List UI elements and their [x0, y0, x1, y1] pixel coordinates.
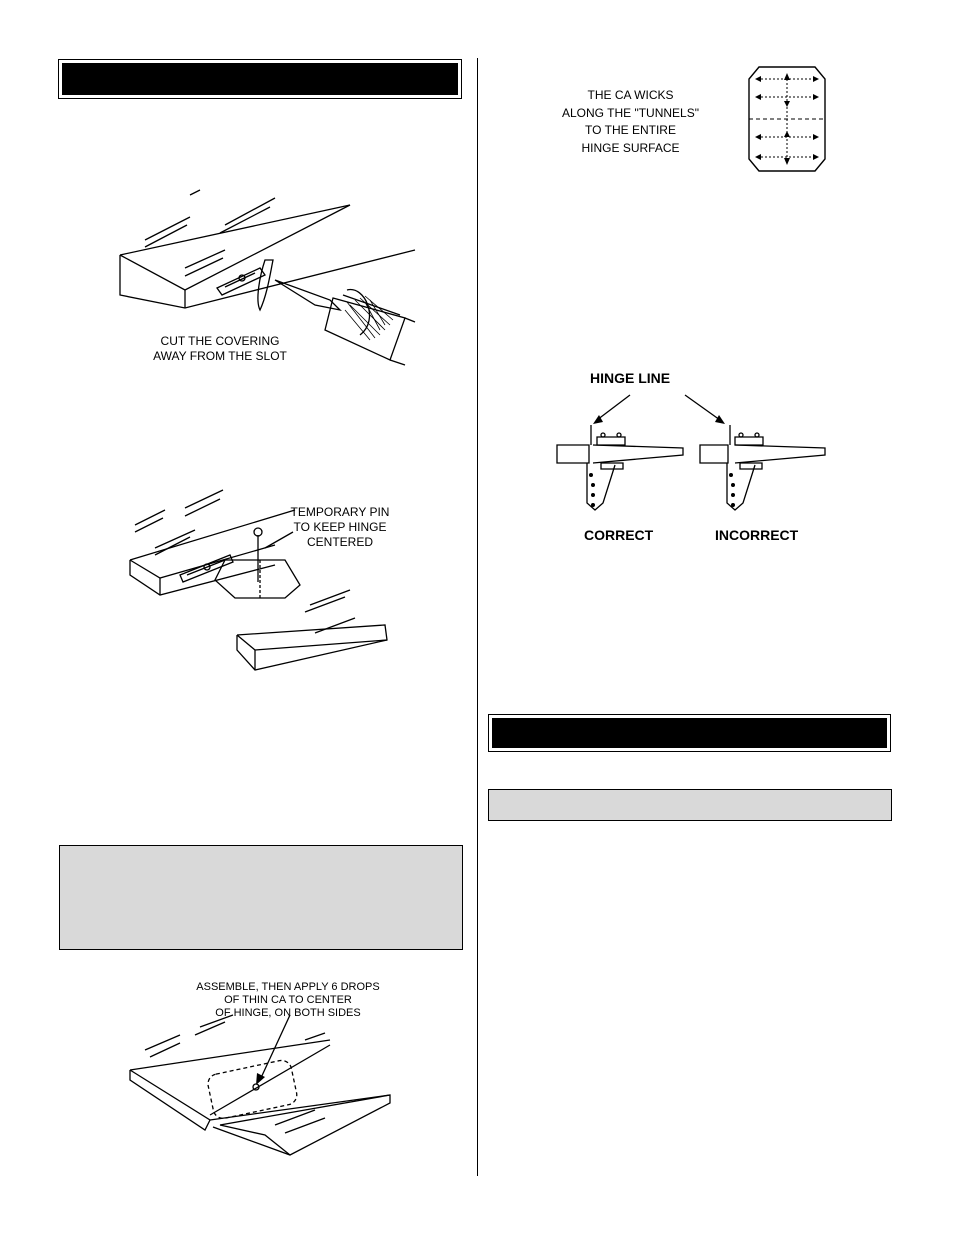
caption-line: ALONG THE "TUNNELS" [562, 105, 699, 120]
caption-line: ASSEMBLE, THEN APPLY 6 DROPS [196, 981, 380, 993]
subheading-box [488, 789, 892, 821]
correct-label: CORRECT [584, 527, 654, 543]
hinge-tunnels-illustration [747, 67, 827, 171]
caption-line: TO THE ENTIRE [585, 123, 676, 137]
temporary-pin-caption [280, 505, 400, 550]
caption-line: TEMPORARY PIN [290, 505, 390, 519]
section-heading-bar-left [58, 59, 462, 99]
column-divider [477, 58, 478, 1176]
hinge-line-illustration [555, 385, 830, 515]
cut-covering-caption [140, 333, 300, 365]
caption-line: TO KEEP HINGE [293, 520, 387, 534]
caption-line: OF HINGE, ON BOTH SIDES [215, 1007, 361, 1019]
ca-wicks-caption [548, 87, 713, 157]
section-heading-bar-right [488, 714, 891, 752]
incorrect-label: INCORRECT [715, 527, 799, 543]
caption-line: CUT THE COVERING [160, 334, 280, 348]
caption-line: AWAY FROM THE SLOT [153, 348, 287, 363]
hinge-line-title: HINGE LINE [590, 370, 671, 386]
caption-line: CENTERED [306, 535, 373, 549]
caption-line: HINGE SURFACE [581, 140, 680, 155]
apply-ca-illustration [125, 1015, 395, 1165]
note-box [59, 845, 463, 950]
caption-line: THE CA WICKS [587, 88, 674, 102]
caption-line: OF THIN CA TO CENTER [224, 994, 352, 1006]
